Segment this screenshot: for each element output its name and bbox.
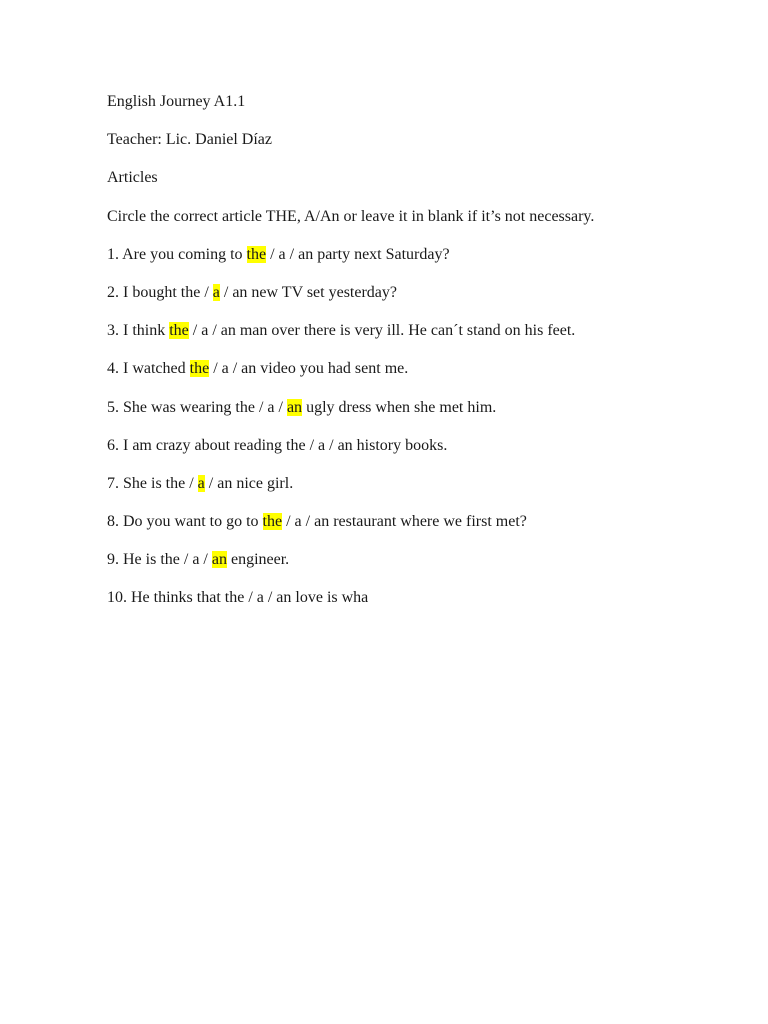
exercise-text: 6. I am crazy about reading the / a / an history books. <box>107 436 448 454</box>
highlighted-answer: the <box>169 322 189 340</box>
highlighted-answer: an <box>286 398 303 416</box>
highlighted-answer: the <box>262 513 283 531</box>
exercise-text: 3. I think <box>107 322 170 340</box>
exercise-text: 1. Are you coming to <box>107 245 247 263</box>
exercise-text: ugly dress when she met him. <box>302 398 497 416</box>
course-title: English Journey A1.1 <box>107 93 246 110</box>
exercise-item <box>107 358 747 380</box>
exercise-item <box>107 397 747 419</box>
exercise-text: 8. Do you want to go to <box>107 513 263 531</box>
exercise-item <box>107 320 747 342</box>
exercise-item <box>107 549 747 571</box>
exercise-item <box>107 587 747 609</box>
exercise-text: 5. She was wearing the / a / <box>107 398 287 416</box>
exercise-list <box>107 244 747 610</box>
instructions: Circle the correct article THE, A/An or leave it in blank if it’s not necessary. <box>107 207 595 225</box>
exercise-item <box>107 282 747 304</box>
exercise-text: / a / an party next Saturday? <box>266 245 450 263</box>
exercise-item <box>107 511 747 533</box>
exercise-text: 10. He thinks that the / a / an love is wha <box>107 589 369 607</box>
document-body <box>107 91 747 626</box>
highlighted-answer: an <box>211 551 227 569</box>
topic-heading: Articles <box>107 169 158 187</box>
highlighted-answer: a <box>197 474 205 492</box>
exercise-text: 7. She is the / <box>107 474 198 492</box>
exercise-text: / an new TV set yesterday? <box>219 283 398 301</box>
exercise-text: 2. I bought the / <box>107 283 213 301</box>
highlighted-answer: the <box>246 245 267 263</box>
exercise-item <box>107 435 747 457</box>
exercise-item <box>107 244 747 266</box>
exercise-text: / a / an video you had sent me. <box>209 360 409 378</box>
teacher-name: Teacher: Lic. Daniel Díaz <box>107 131 273 149</box>
exercise-text: engineer. <box>226 551 290 569</box>
highlighted-answer: the <box>189 360 210 378</box>
exercise-text: 9. He is the / a / <box>107 551 212 569</box>
exercise-text: 4. I watched <box>107 360 190 378</box>
exercise-text: / a / an man over there is very ill. He can´t stand on his feet. <box>188 322 576 340</box>
highlighted-answer: a <box>212 283 220 301</box>
exercise-text: / an nice girl. <box>204 474 294 492</box>
exercise-text: / a / an restaurant where we first met? <box>282 513 527 531</box>
exercise-item <box>107 473 747 495</box>
